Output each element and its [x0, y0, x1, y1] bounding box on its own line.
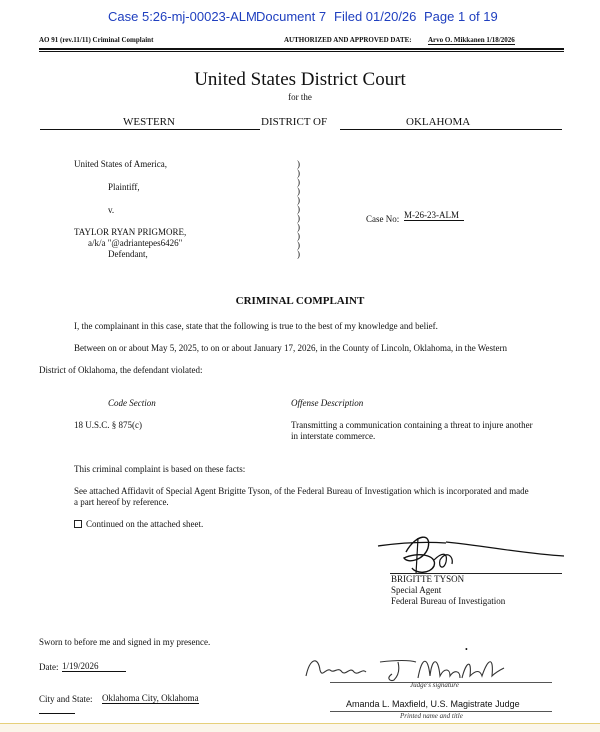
header-divider-thin — [39, 51, 564, 52]
judge-signature-caption: Judge's signature — [410, 681, 459, 689]
offense-description-line1: Transmitting a communication containing a threat to injure another — [291, 420, 533, 430]
case-number: M-26-23-ALM — [404, 210, 464, 221]
form-id: AO 91 (rev.11/11) Criminal Complaint — [39, 36, 154, 44]
judge-name: Amanda L. Maxfield, U.S. Magistrate Judge — [346, 699, 520, 709]
sworn-date: 1/19/2026 — [62, 661, 126, 672]
date-label: Date: — [39, 662, 59, 672]
versus-label: v. — [108, 205, 115, 215]
continued-label: Continued on the attached sheet. — [86, 519, 204, 529]
code-section: 18 U.S.C. § 875(c) — [74, 420, 142, 430]
facts-line1: See attached Affidavit of Special Agent Brigitte Tyson, of the Federal Bureau of Investigation which is incorporated and made — [74, 486, 529, 496]
header-divider — [39, 48, 564, 50]
for-the-label: for the — [288, 92, 312, 102]
district-of-label: DISTRICT OF — [261, 116, 328, 128]
facts-line2: a part hereof by reference. — [74, 497, 169, 507]
code-section-header: Code Section — [108, 398, 156, 408]
document-number-header: Document 7 — [256, 9, 327, 24]
authorized-label: AUTHORIZED AND APPROVED DATE: — [284, 36, 412, 44]
case-no-label: Case No: — [366, 214, 400, 224]
complaint-heading: CRIMINAL COMPLAINT — [235, 295, 365, 307]
complainant-statement: I, the complainant in this case, state that the following is true to the best of my knowledge and belief. — [74, 321, 438, 331]
district-left-line — [40, 129, 260, 130]
district-right: OKLAHOMA — [406, 116, 471, 128]
continued-checkbox-row[interactable] — [74, 519, 203, 529]
complainant-title: Special Agent — [391, 585, 442, 595]
complainant-name: BRIGITTE TYSON — [391, 574, 465, 584]
page-count-header: Page 1 of 19 — [424, 9, 498, 24]
defendant-aka: a/k/a "@adriantepes6426" — [88, 238, 183, 248]
defendant-name: TAYLOR RYAN PRIGMORE, — [74, 227, 187, 237]
signature-mark: • — [465, 645, 468, 654]
offense-period-line1: Between on or about May 5, 2025, to on or about January 17, 2026, in the County of Lincoln, Oklahoma, in the Western — [74, 343, 508, 353]
defendant-label: Defendant, — [108, 249, 148, 259]
complainant-agency: Federal Bureau of Investigation — [391, 596, 506, 606]
sworn-statement: Sworn to before me and signed in my presence. — [39, 637, 211, 647]
offense-period-line2: District of Oklahoma, the defendant violated: — [39, 365, 203, 375]
offense-description-header: Offense Description — [291, 398, 364, 408]
city-state-label: City and State: — [39, 694, 93, 704]
printed-name-caption: Printed name and title — [400, 712, 463, 720]
filed-date-header: Filed 01/20/26 — [334, 9, 417, 24]
court-title: United States District Court — [194, 69, 406, 90]
facts-intro: This criminal complaint is based on these facts: — [74, 464, 246, 474]
caption-brackets: ) ) ) ) ) ) ) ) ) ) ) — [297, 159, 300, 259]
district-right-line — [340, 129, 562, 130]
city-state-underline-end — [39, 713, 75, 714]
case-number-header: Case 5:26-mj-00023-ALM — [108, 9, 257, 24]
plaintiff-label: Plaintiff, — [108, 182, 140, 192]
offense-description-line2: in interstate commerce. — [291, 431, 376, 441]
authorized-by: Arvo O. Mikkanen 1/18/2026 — [428, 36, 515, 44]
plaintiff-name: United States of America, — [74, 159, 167, 169]
city-state: Oklahoma City, Oklahoma — [102, 693, 199, 703]
continued-checkbox[interactable] — [74, 520, 82, 528]
district-left: WESTERN — [123, 116, 175, 128]
complainant-signature — [376, 530, 566, 578]
